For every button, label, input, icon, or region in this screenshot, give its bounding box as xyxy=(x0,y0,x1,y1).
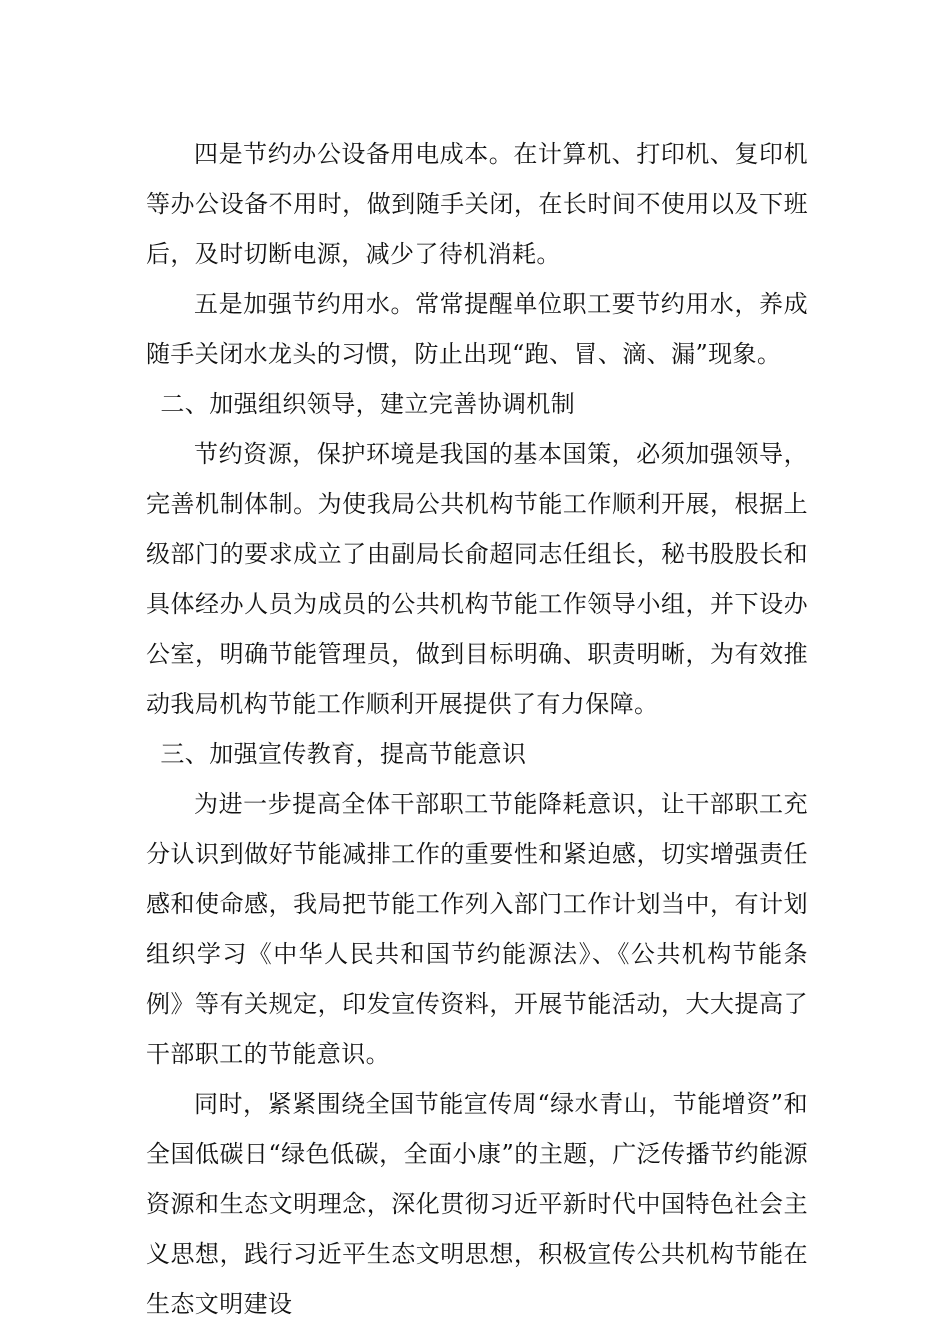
paragraph-water-saving: 五是加强节约用水。常常提醒单位职工要节约用水，养成随手关闭水龙头的习惯，防止出现“跑、冒、滴、漏”现象。 xyxy=(146,290,808,368)
paragraph-publicity-education: 为进一步提高全体干部职工节能降耗意识，让干部职工充分认识到做好节能减排工作的重要性和紧迫感，切实增强责任感和使命感，我局把节能工作列入部门工作计划当中，有计划组织学习《中华人民共和国节约能源法》、《公共机构节能条例》等有关规定，印发宣传资料，开展节能活动，大大提高了干部职工的节能意识。 xyxy=(146,790,808,1068)
document-body xyxy=(146,129,808,1329)
section-heading-publicity: 三、加强宣传教育，提高节能意识 xyxy=(160,740,527,768)
paragraph-office-equipment-power: 四是节约办公设备用电成本。在计算机、打印机、复印机等办公设备不用时，做到随手关闭，在长时间不使用以及下班后，及时切断电源，减少了待机消耗。 xyxy=(146,140,808,268)
section-heading-organization: 二、加强组织领导，建立完善协调机制 xyxy=(160,390,576,418)
paragraph-energy-week: 同时，紧紧围绕全国节能宣传周“绿水青山，节能增资”和全国低碳日“绿色低碳，全面小康”的主题，广泛传播节约能源资源和生态文明理念，深化贯彻习近平新时代中国特色社会主义思想，践行习近平生态文明思想，积极宣传公共机构节能在生态文明建设 xyxy=(146,1090,808,1318)
paragraph-organization-leadership: 节约资源，保护环境是我国的基本国策，必须加强领导，完善机制体制。为使我局公共机构节能工作顺利开展，根据上级部门的要求成立了由副局长俞超同志任组长，秘书股股长和具体经办人员为成员的公共机构节能工作领导小组，并下设办公室，明确节能管理员，做到目标明确、职责明晰，为有效推动我局机构节能工作顺利开展提供了有力保障。 xyxy=(146,440,808,718)
